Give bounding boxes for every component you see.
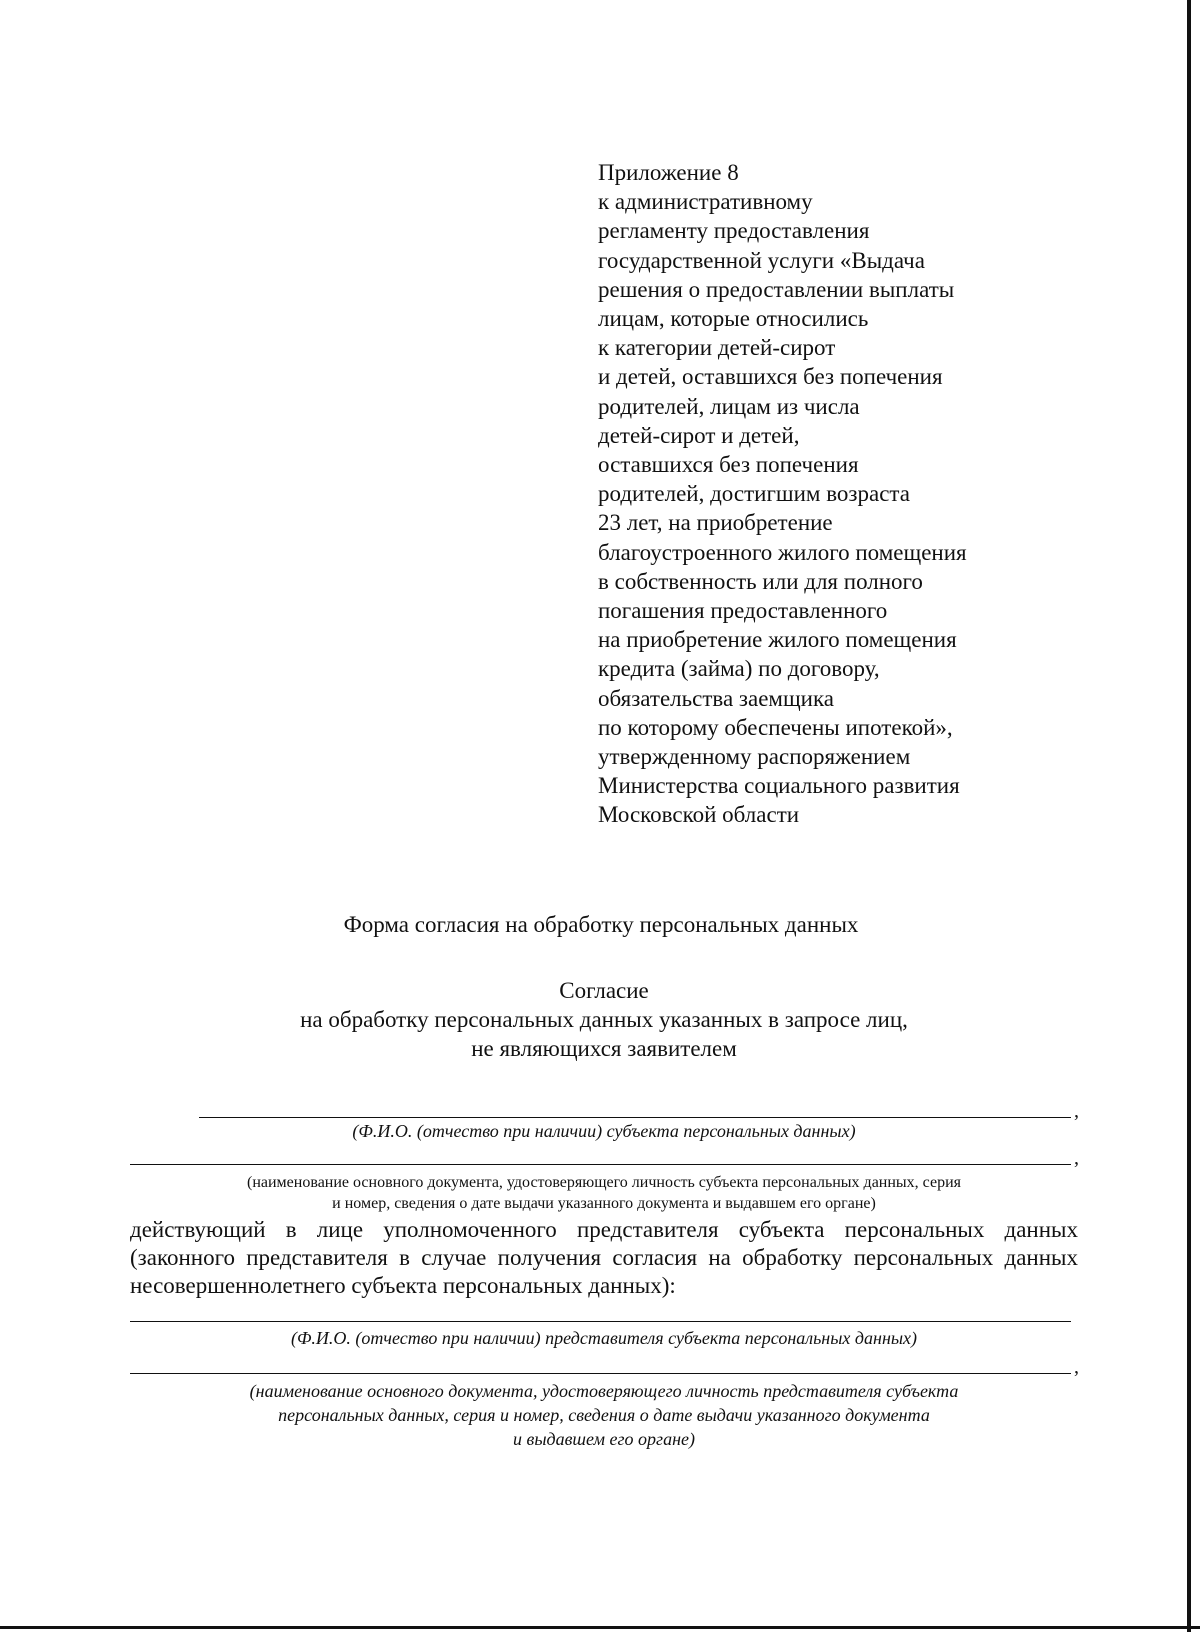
appendix-block bbox=[598, 158, 1058, 830]
page-border-bottom bbox=[0, 1626, 1200, 1629]
appendix-line: родителей, лицам из числа bbox=[598, 393, 860, 419]
appendix-line: лицам, которые относились bbox=[598, 306, 869, 332]
consent-subheading: не являющихся заявителем bbox=[471, 1036, 737, 1061]
appendix-line: родителей, достигшим возраста bbox=[598, 481, 910, 507]
subject-document-line[interactable] bbox=[130, 1164, 1071, 1165]
appendix-line: Министерства социального развития bbox=[598, 773, 960, 799]
representative-name-line[interactable] bbox=[130, 1321, 1071, 1322]
appendix-line: к категории детей-сирот bbox=[598, 335, 836, 361]
representative-paragraph bbox=[130, 1216, 1078, 1300]
appendix-line: к административному bbox=[598, 189, 813, 215]
subject-name-caption: (Ф.И.О. (отчество при наличии) субъекта персональных данных) bbox=[352, 1121, 856, 1141]
appendix-line: на приобретение жилого помещения bbox=[598, 627, 957, 653]
comma: , bbox=[1074, 1356, 1079, 1378]
appendix-line: утвержденному распоряжением bbox=[598, 744, 911, 770]
comma: , bbox=[1074, 1147, 1079, 1169]
appendix-line: государственной услуги «Выдача bbox=[598, 247, 925, 273]
appendix-line: регламенту предоставления bbox=[598, 218, 870, 244]
caption-line: (наименование основного документа, удостоверяющего личность представителя субъекта bbox=[249, 1381, 959, 1401]
appendix-line: и детей, оставшихся без попечения bbox=[598, 364, 943, 390]
appendix-line: решения о предоставлении выплаты bbox=[598, 276, 955, 302]
appendix-line: оставшихся без попечения bbox=[598, 452, 859, 478]
consent-heading-block bbox=[130, 976, 1078, 1063]
appendix-line: погашения предоставленного bbox=[598, 598, 888, 624]
consent-heading: Согласие bbox=[559, 978, 649, 1003]
caption-line: персональных данных, серия и номер, сведения о дате выдачи указанного документа bbox=[278, 1405, 930, 1425]
subject-document-caption bbox=[125, 1172, 1083, 1214]
paragraph-text: действующий в лице уполномоченного представителя субъекта персональных данных (законного представителя в случае получения согласия на обработку персональных данных несовершеннолетнего субъекта персональных данных): bbox=[130, 1217, 1078, 1298]
caption-line: и номер, сведения о дате выдачи указанного документа и выдавшем его органе) bbox=[332, 1195, 876, 1212]
representative-document-caption bbox=[130, 1379, 1078, 1451]
subject-name-line[interactable] bbox=[199, 1117, 1071, 1118]
consent-subheading: на обработку персональных данных указанных в запросе лиц, bbox=[300, 1007, 908, 1032]
page-border-right bbox=[1187, 0, 1191, 1632]
appendix-line: в собственность или для полного bbox=[598, 568, 923, 594]
appendix-line: Приложение 8 bbox=[598, 160, 739, 185]
appendix-line: детей-сирот и детей, bbox=[598, 422, 800, 448]
appendix-line: кредита (займа) по договору, bbox=[598, 656, 880, 682]
appendix-line: обязательства заемщика bbox=[598, 685, 835, 711]
caption-line: (наименование основного документа, удостоверяющего личность субъекта персональных данных, серия bbox=[247, 1174, 961, 1191]
appendix-line: по которому обеспечены ипотекой», bbox=[598, 714, 953, 740]
appendix-line: 23 лет, на приобретение bbox=[598, 510, 833, 536]
comma: , bbox=[1074, 1100, 1079, 1122]
appendix-line: благоустроенного жилого помещения bbox=[598, 539, 967, 565]
representative-document-line[interactable] bbox=[130, 1373, 1071, 1374]
caption-line: и выдавшем его органе) bbox=[513, 1429, 695, 1449]
appendix-line: Московской области bbox=[598, 802, 800, 828]
representative-name-caption: (Ф.И.О. (отчество при наличии) представителя субъекта персональных данных) bbox=[290, 1328, 918, 1348]
form-title: Форма согласия на обработку персональных данных bbox=[343, 912, 859, 937]
